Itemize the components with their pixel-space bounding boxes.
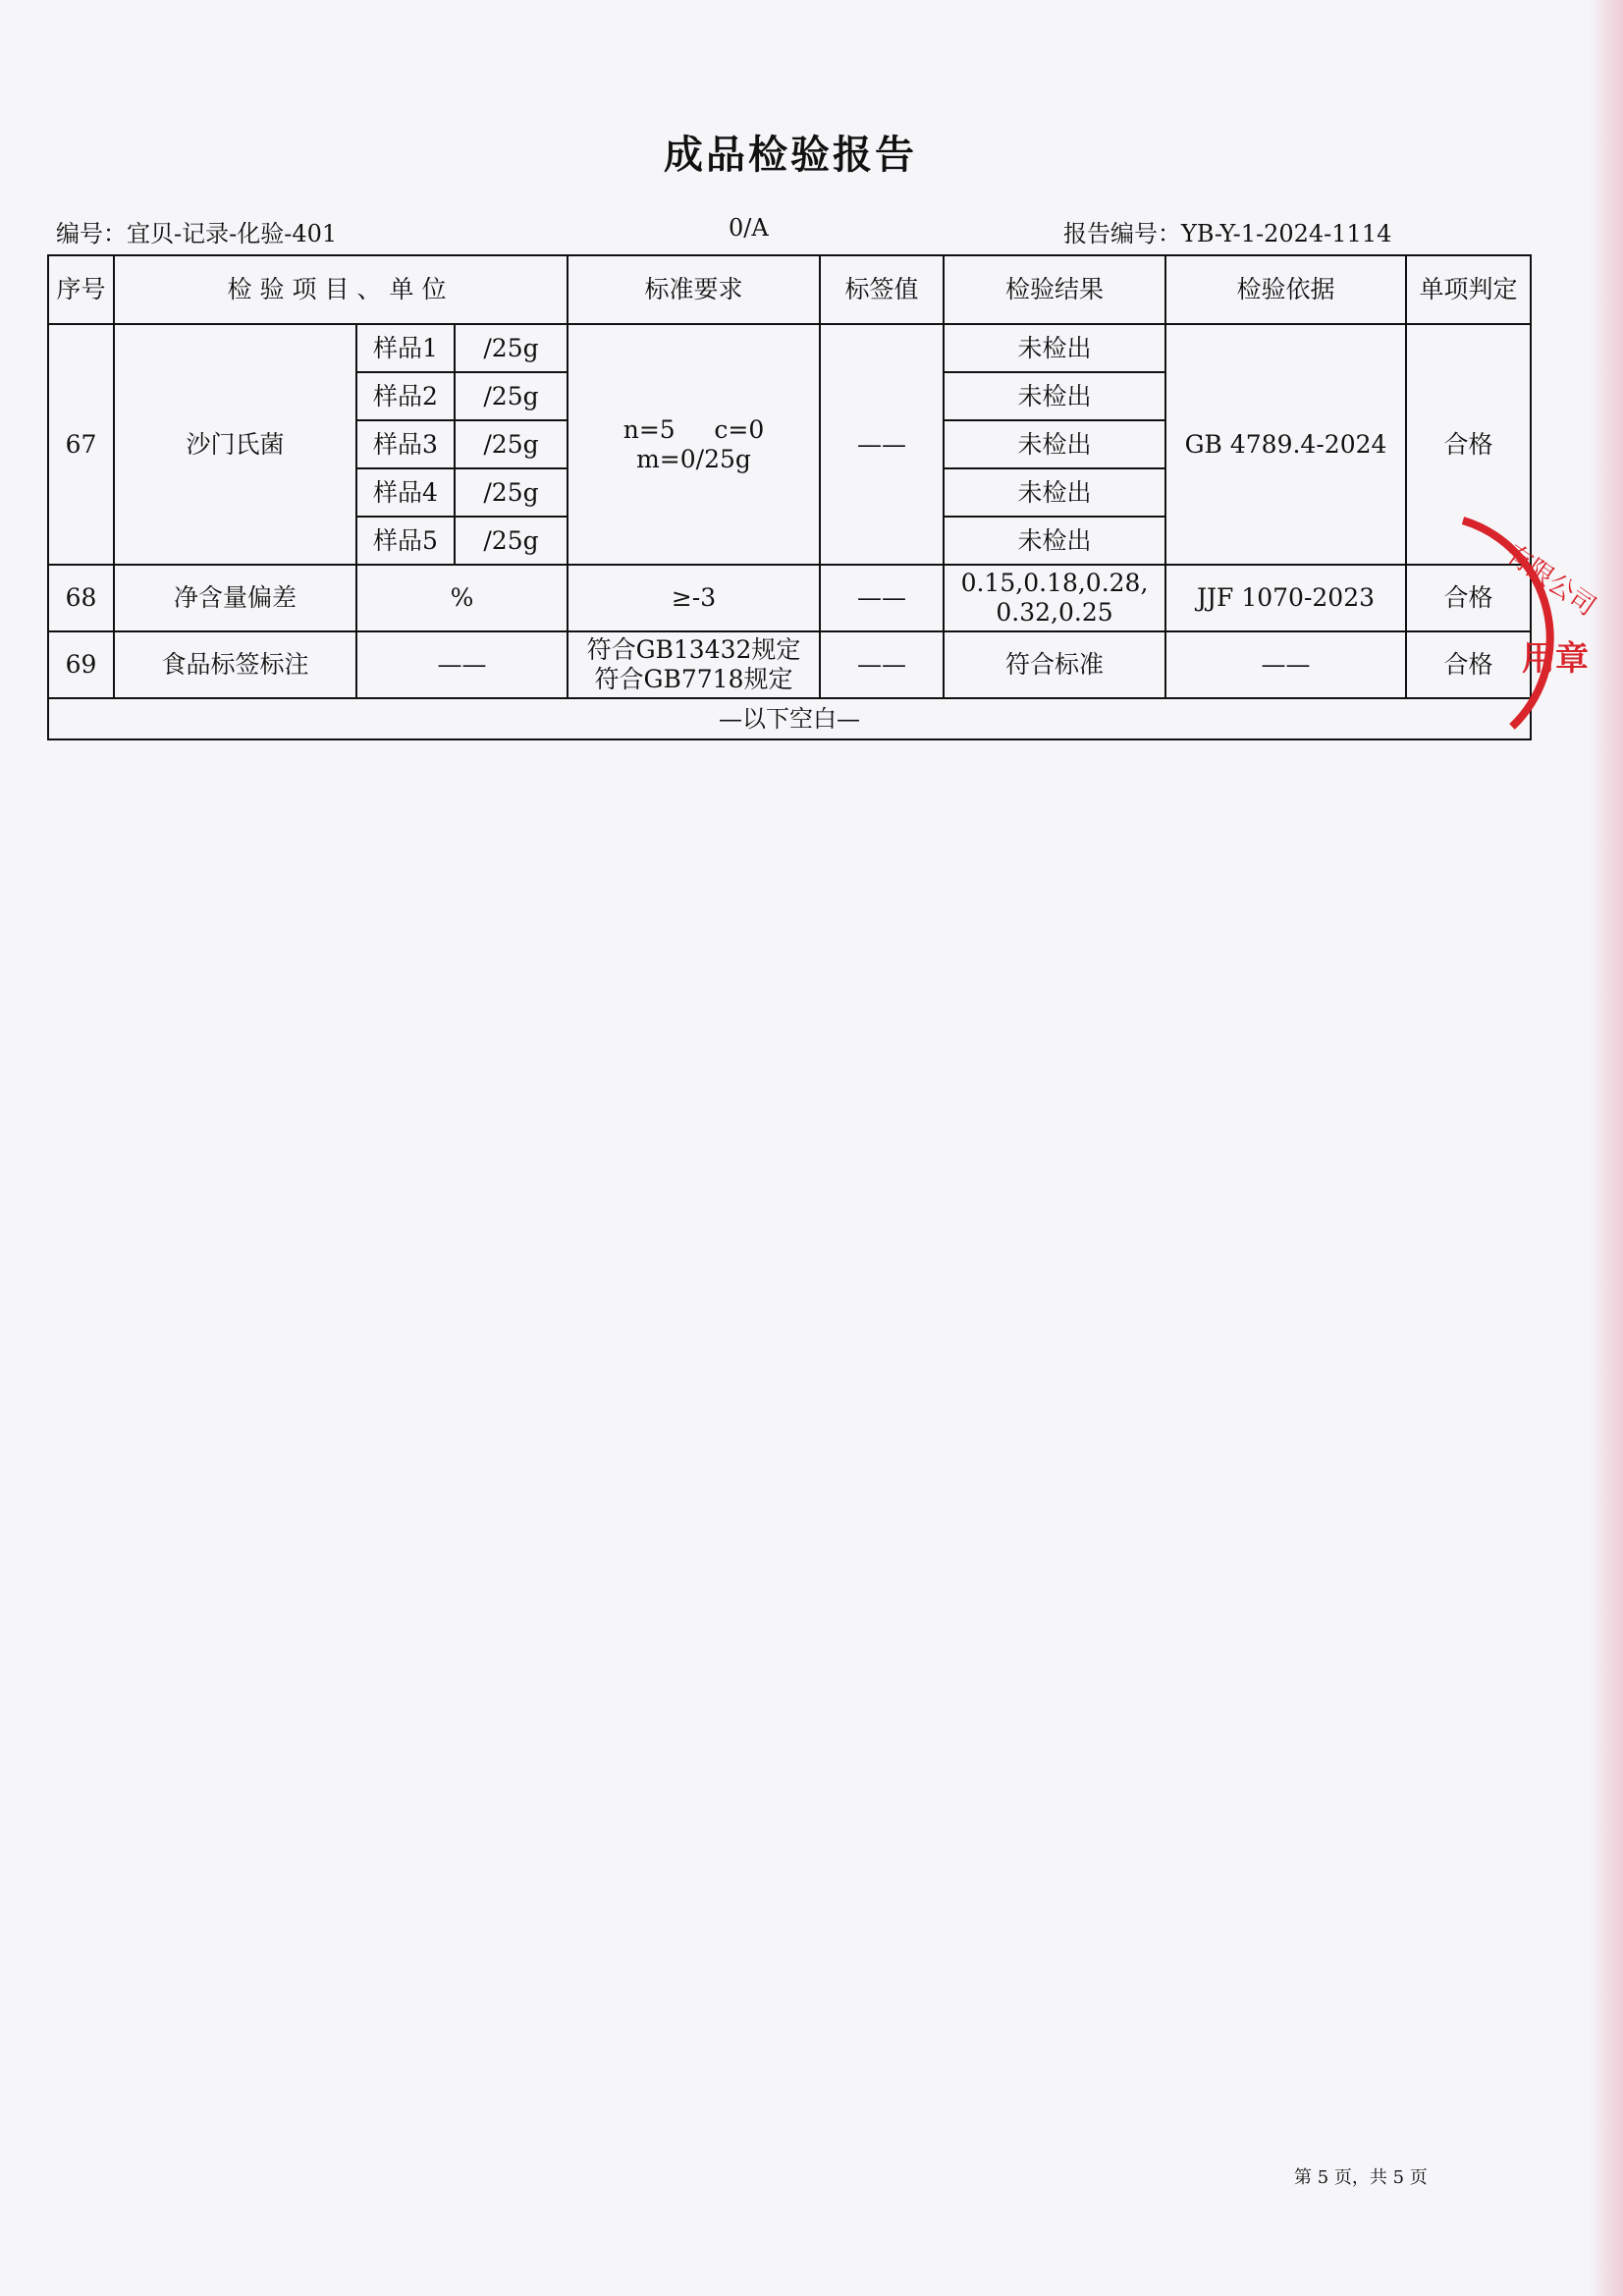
row-label-value: —— <box>820 324 944 565</box>
result-line: 0.32,0.25 <box>996 598 1113 627</box>
seal-text: 用章 <box>1522 639 1589 679</box>
blank-below-note: —以下空白— <box>48 698 1531 739</box>
row-unit: —— <box>356 631 568 698</box>
sample-result: 未检出 <box>944 468 1165 517</box>
table-row <box>48 631 1531 698</box>
row-requirement <box>568 631 820 698</box>
requirement-line: n=5 c=0 <box>622 414 765 444</box>
row-no: 67 <box>48 324 114 565</box>
row-item: 净含量偏差 <box>114 565 356 631</box>
table-row <box>48 324 1531 372</box>
inspection-table <box>47 254 1532 740</box>
seal-text: 有限公司 <box>1499 539 1600 623</box>
row-basis: GB 4789.4-2024 <box>1165 324 1406 565</box>
row-unit: % <box>356 565 568 631</box>
header-label-value: 标签值 <box>820 255 944 324</box>
row-item: 沙门氏菌 <box>114 324 356 565</box>
page-edge-shadow <box>1588 0 1623 2296</box>
row-basis: —— <box>1165 631 1406 698</box>
header-result: 检验结果 <box>944 255 1165 324</box>
header-basis: 检验依据 <box>1165 255 1406 324</box>
row-result <box>944 565 1165 631</box>
row-item: 食品标签标注 <box>114 631 356 698</box>
sample-result: 未检出 <box>944 372 1165 420</box>
row-judgement: 合格 <box>1406 565 1531 631</box>
report-number: 报告编号：YB-Y-1-2024-1114 <box>1063 220 1392 247</box>
table-row <box>48 565 1531 631</box>
sample-name: 样品4 <box>356 468 455 517</box>
version-number: 0/A <box>729 214 769 242</box>
row-result: 符合标准 <box>944 631 1165 698</box>
sample-unit: /25g <box>455 468 568 517</box>
table-header-row <box>48 255 1531 324</box>
sample-name: 样品5 <box>356 517 455 565</box>
record-number: 编号：宜贝-记录-化验-401 <box>56 220 338 247</box>
requirement-line: 符合GB13432规定 <box>586 635 801 664</box>
header-requirement: 标准要求 <box>568 255 820 324</box>
header-no: 序号 <box>48 255 114 324</box>
header-item-unit: 检验项目、单位 <box>114 255 568 324</box>
row-no: 69 <box>48 631 114 698</box>
sample-unit: /25g <box>455 420 568 468</box>
table-tail-row <box>48 698 1531 739</box>
row-label-value: —— <box>820 565 944 631</box>
row-requirement: ≥-3 <box>568 565 820 631</box>
requirement-line: m=0/25g <box>636 444 751 473</box>
sample-unit: /25g <box>455 372 568 420</box>
row-judgement: 合格 <box>1406 324 1531 565</box>
sample-name: 样品2 <box>356 372 455 420</box>
sample-result: 未检出 <box>944 517 1165 565</box>
row-basis: JJF 1070-2023 <box>1165 565 1406 631</box>
sample-result: 未检出 <box>944 324 1165 372</box>
header-judgement: 单项判定 <box>1406 255 1531 324</box>
sample-unit: /25g <box>455 517 568 565</box>
sample-unit: /25g <box>455 324 568 372</box>
seal-icon <box>1463 520 1550 727</box>
requirement-line: 符合GB7718规定 <box>594 665 793 693</box>
result-line: 0.15,0.18,0.28, <box>960 569 1149 597</box>
page-number: 第 5 页，共 5 页 <box>1294 2167 1428 2188</box>
sample-result: 未检出 <box>944 420 1165 468</box>
company-seal <box>1443 491 1600 737</box>
sample-name: 样品1 <box>356 324 455 372</box>
row-requirement <box>568 324 820 565</box>
sample-name: 样品3 <box>356 420 455 468</box>
row-no: 68 <box>48 565 114 631</box>
row-label-value: —— <box>820 631 944 698</box>
page-title: 成品检验报告 <box>664 133 917 178</box>
row-judgement: 合格 <box>1406 631 1531 698</box>
